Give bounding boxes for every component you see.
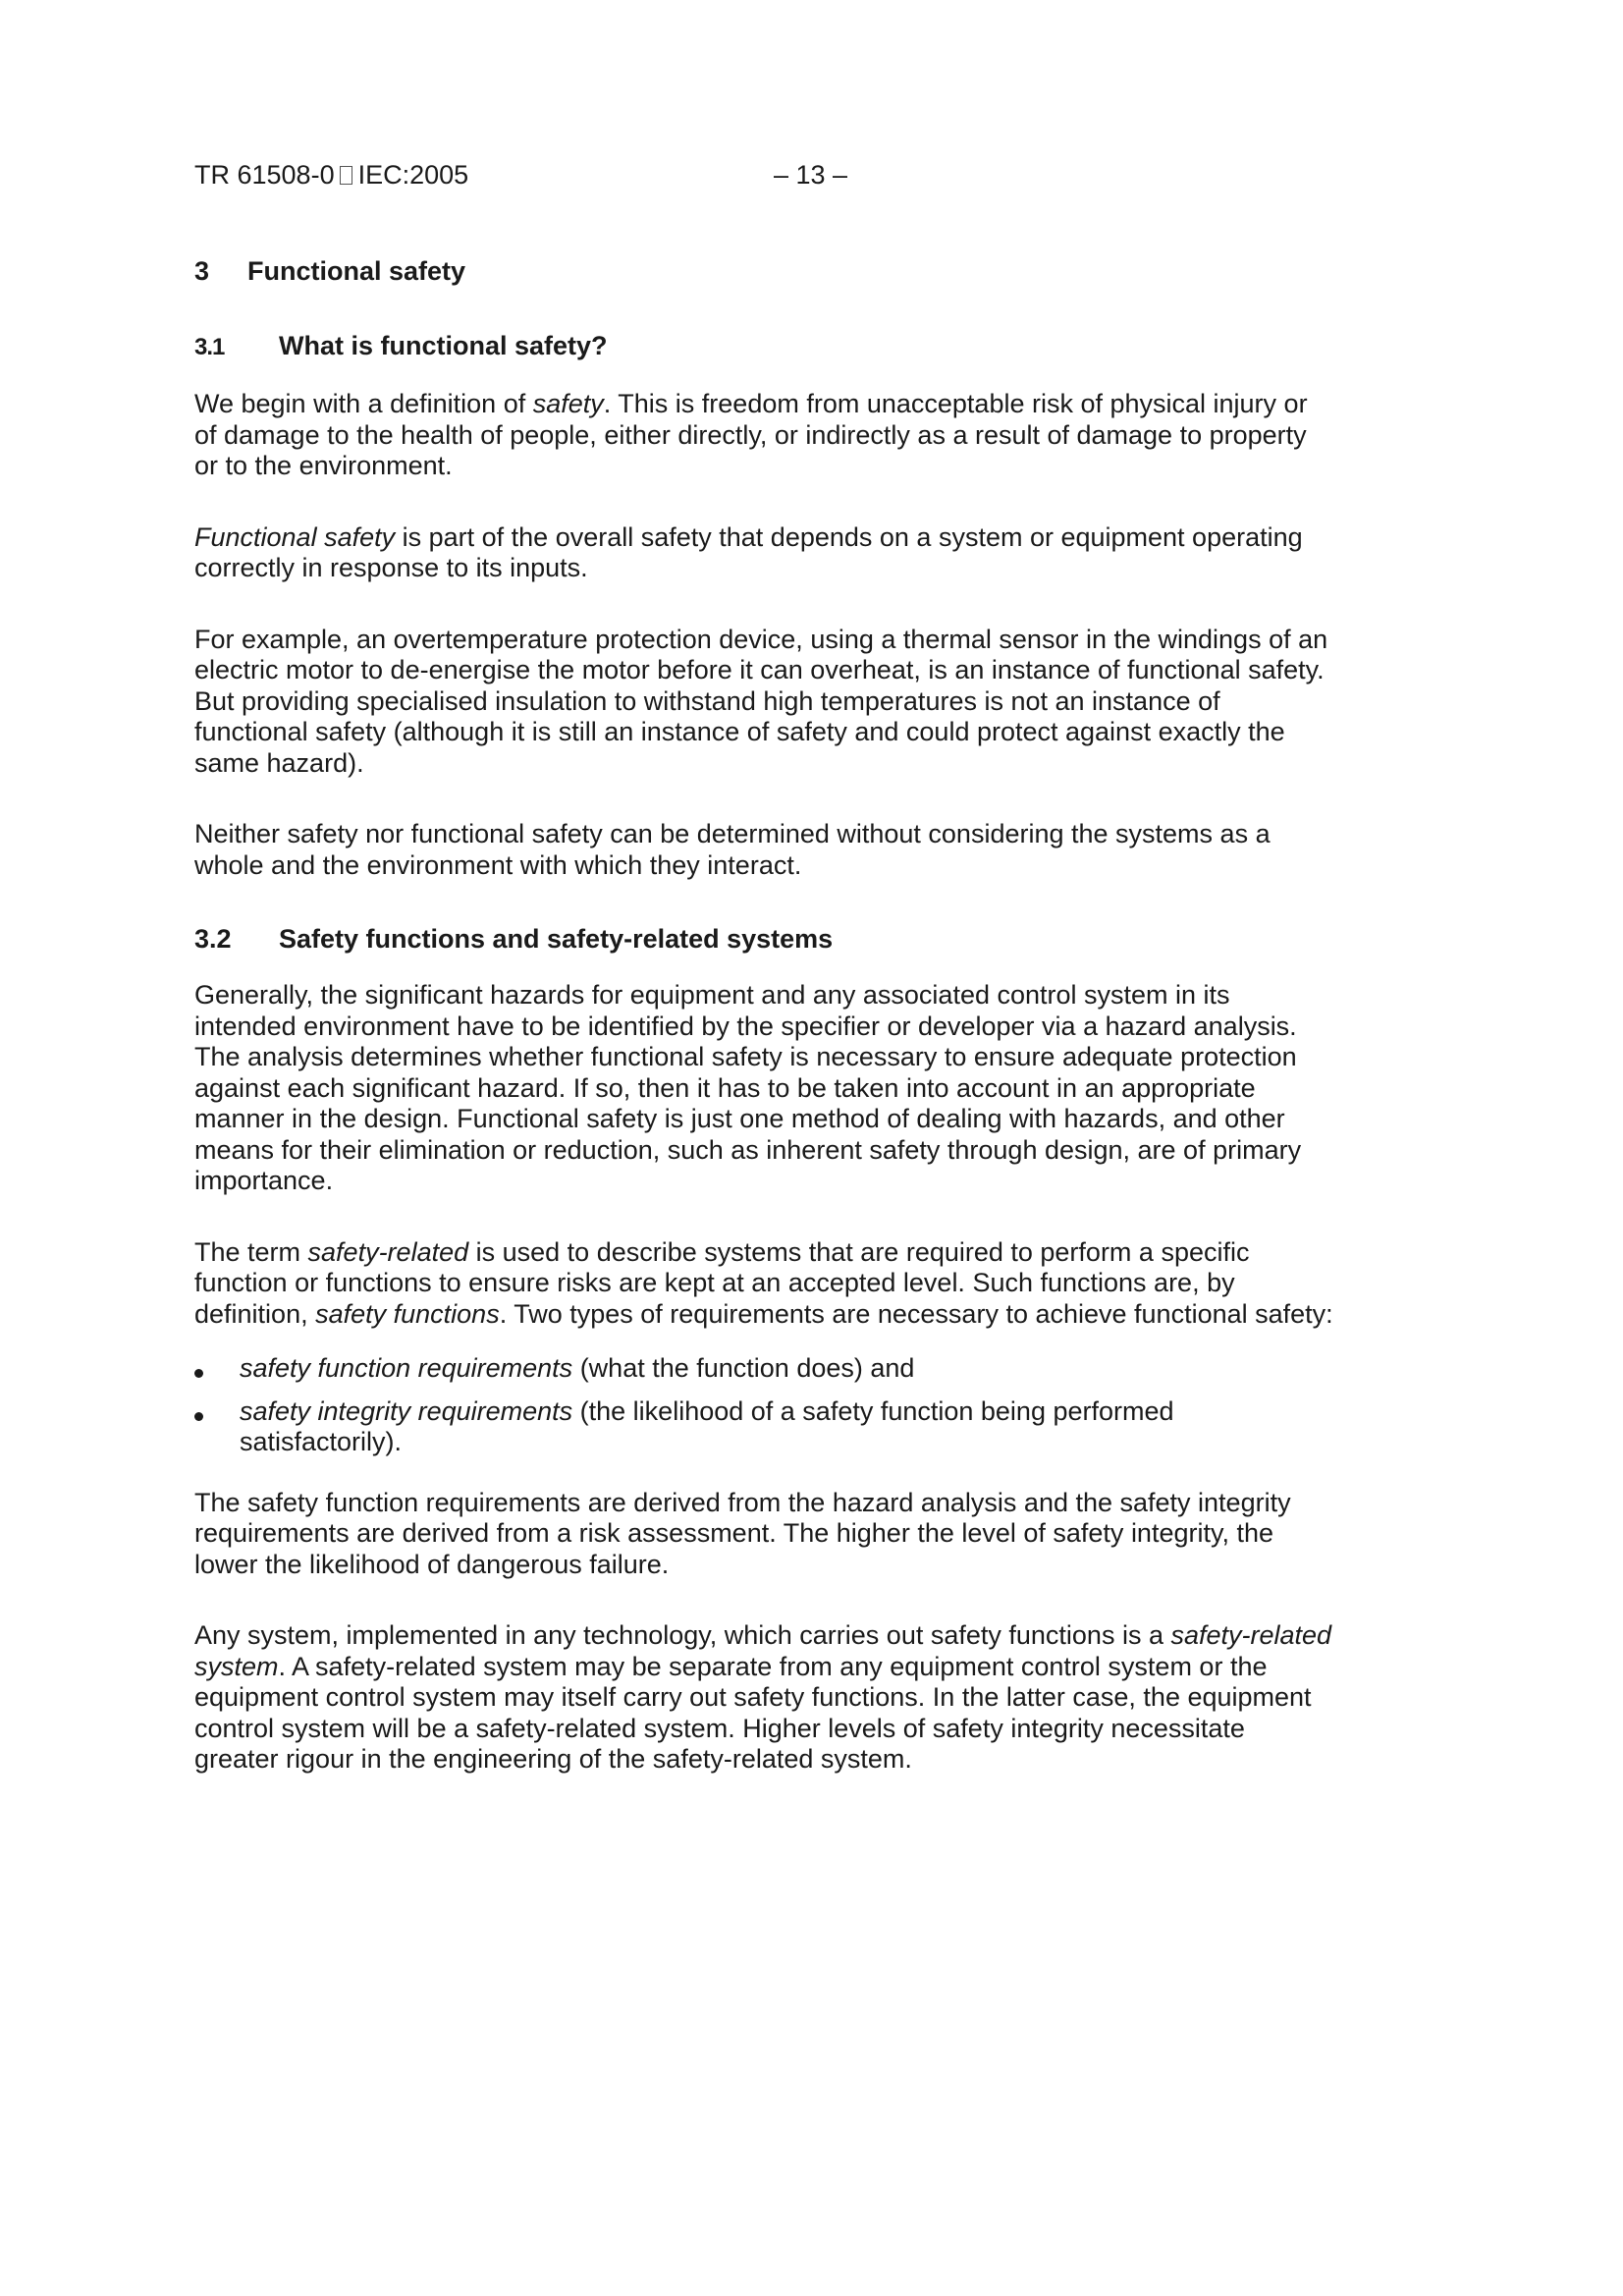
text-run: (the likelihood of a safety function being performed satisfactorily). — [240, 1395, 1174, 1456]
paragraph-requirements-derivation: The safety function requirements are derived from the hazard analysis and the safety integrity requirements are derived from a risk assessment. The higher the level of safety integrity, the lower the likelihood of dangerous failure. — [194, 1487, 1291, 1579]
paragraph-safety-definition — [194, 389, 1333, 482]
page-number: – 13 – — [774, 160, 848, 190]
text-run: . A safety-related system may be separate from any equipment control system or the equipment control system may itself carry out safety functions. In the latter case, the equipment control system will be a safety-related system. Higher levels of safety integrity necessitate greater rigour in the engineering of the safety-related system. — [194, 1651, 1312, 1774]
page-header — [194, 157, 1333, 196]
text-run: The term — [194, 1236, 308, 1267]
text-run: (what the function does) and — [572, 1353, 915, 1383]
text-run: is part of the overall safety that depends on a system or equipment operating correctly in response to its inputs. — [194, 521, 1303, 582]
subsection-number: 3.1 — [194, 334, 225, 360]
italic-term: safety-related — [307, 1236, 469, 1267]
document-identifier — [194, 157, 468, 192]
doc-id-left: TR 61508-0 — [194, 160, 335, 190]
paragraph-example: For example, an overtemperature protection device, using a thermal sensor in the windings of an electric motor to de-energise the motor before it can overheat, is an instance of functional safety. But providing specialised insulation to withstand high temperatures is not an instance of functional safety (although it is still an instance of safety and could protect against exactly the same hazard). — [194, 624, 1328, 778]
section-title: Functional safety — [247, 256, 466, 286]
text-run: Any system, implemented in any technology, which carries out safety functions is a — [194, 1620, 1171, 1650]
section-number: 3 — [194, 256, 210, 286]
subsection-heading-3-2 — [194, 921, 1333, 957]
paragraph-hazard-analysis: Generally, the significant hazards for equipment and any associated control system in its intended environment have to be identified by the specifier or developer via a hazard analysis. The analysis determines whether functional safety is necessary to ensure adequate protection against each significant hazard. If so, then it has to be taken into account in an appropriate manner in the design. Functional safety is just one method of dealing with hazards, and other means for their elimination or reduction, such as inherent safety through design, are of primary importance. — [194, 980, 1302, 1195]
subsection-heading-3-1 — [194, 328, 1333, 365]
paragraph-functional-safety-definition — [194, 522, 1333, 584]
list-item — [194, 1396, 1333, 1458]
italic-term: safety functions — [315, 1298, 500, 1329]
italic-term: safety-related system — [194, 1620, 1332, 1681]
text-run: . Two types of requirements are necessary to achieve functional safety: — [499, 1298, 1333, 1329]
paragraph-safety-related-system — [194, 1620, 1333, 1776]
text-run: We begin with a definition of — [194, 389, 533, 418]
italic-term: Functional safety — [194, 521, 396, 552]
paragraph-system-whole: Neither safety nor functional safety can be determined without considering the systems as a whole and the environment with which they interact. — [194, 819, 1271, 880]
requirements-list — [194, 1353, 1333, 1458]
subsection-title: What is functional safety? — [279, 331, 608, 360]
paragraph-safety-related-term — [194, 1237, 1333, 1331]
italic-term: safety — [532, 389, 604, 418]
section-heading-3 — [194, 253, 1333, 289]
subsection-title: Safety functions and safety-related systems — [279, 924, 834, 954]
subsection-number: 3.2 — [194, 924, 232, 954]
list-item — [194, 1353, 1333, 1385]
missing-glyph-icon — [340, 166, 352, 185]
doc-id-right: IEC:2005 — [357, 160, 469, 190]
italic-term: safety function requirements — [240, 1353, 573, 1383]
page-content — [194, 253, 1333, 1816]
italic-term: safety integrity requirements — [240, 1395, 573, 1426]
text-run: . This is freedom from unacceptable risk of physical injury or of damage to the health of people, either directly, or indirectly as a result of damage to property or to the environment. — [194, 389, 1308, 480]
text-run: is used to describe systems that are required to perform a specific function or functions to ensure risks are kept at an accepted level. Such functions are, by definition, — [194, 1236, 1250, 1329]
